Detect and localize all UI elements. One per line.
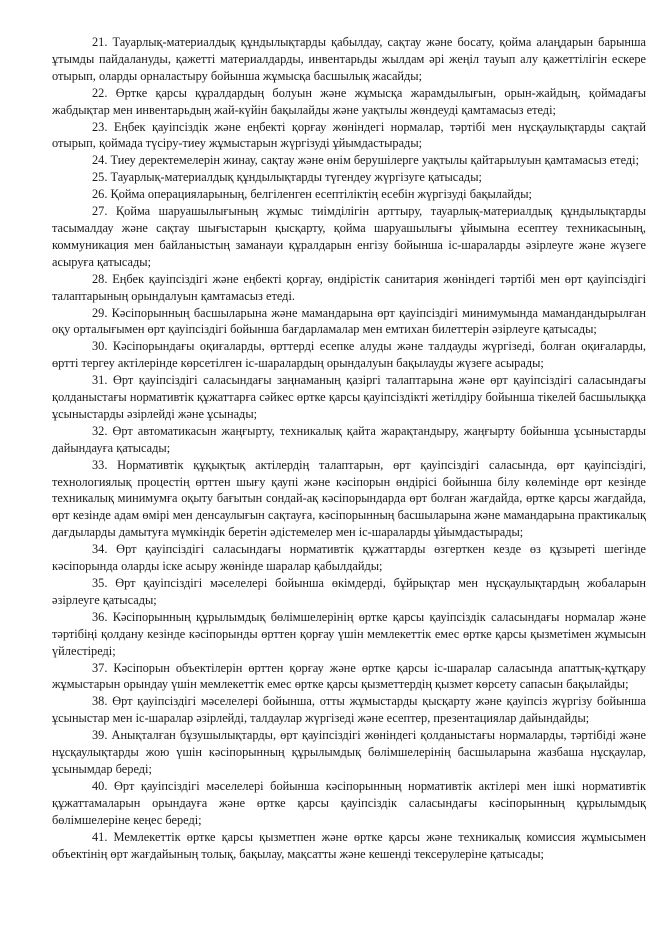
paragraph-item-38: 38. Өрт қауіпсіздігі мәселелері бойынша, отты жұмыстарды қысқарту және қауіпсіз жүргізу бойынша ұсыныстар мен іс-шаралар әзірлейді, талдаулар жүргізеді және есептер, презентациялар дайындайды; [52,694,646,726]
paragraph-item-23: 23. Еңбек қауіпсіздік және еңбекті қорғау жөніндегі нормалар, тәртібі мен нұсқаулықтарды сақтай отырып, қоймада түсіру-тиеу жұмыстарын жүргізуді ұйымдастырады; [52,119,646,151]
paragraph-item-40: 40. Өрт қауіпсіздігі мәселелері бойынша кәсіпорынның нормативтік актілері мен ішкі нормативтік құжаттамаларын орындауға және өртке қарсы қауіпсіздік саласындағы кәсіпорынның құрылымдық бөлімшелеріне кеңес береді; [52,778,646,827]
paragraph-item-29: 29. Кәсіпорынның басшыларына және мамандарына өрт қауіпсіздігі минимумында мамандандырылған оқу орталығымен өрт қауіпсіздігі бойынша бағдарламалар мен емтихан билеттерін әзірлеуге қатысады; [52,305,646,337]
paragraph-item-32: 32. Өрт автоматикасын жаңғырту, техникалық қайта жарақтандыру, жаңғырту бойынша ұсыныстарды дайындауға қатысады; [52,423,646,455]
paragraph-item-21: 21. Тауарлық-материалдық құндылықтарды қабылдау, сақтау және босату, қойма алаңдарын барынша ұтымды пайдалануды, қажетті материалдарды, инвентарьды жылдам әрі жеңіл тауып алу қажеттілігін ескере отырып, оларды орналастыру бойынша жұмысқа басшылық жасайды; [52,35,646,83]
paragraph-item-28: 28. Еңбек қауіпсіздігі және еңбекті қорғау, өндірістік санитария жөніндегі тәртібі мен өрт қауіпсіздігі талаптарының орындалуын қамтамасыз етеді. [52,271,646,303]
paragraph-item-25: 25. Тауарлық-материалдық құндылықтарды түгендеу жүргізуге қатысады; [92,170,482,185]
paragraph-item-34: 34. Өрт қауіпсіздігі саласындағы нормативтік құжаттарды өзгерткен кезде өз құзыреті шегінде кәсіпорында оларды іске асыру жөнінде шаралар қабылдайды; [52,542,646,574]
paragraph-item-33: 33. Нормативтік құқықтық актілердің талаптарын, өрт қауіпсіздігі саласында, өрт қауіпсіздігі, технологиялық процестің өрттен шығу қаупі және кәсіпорын өндірісі бойынша білу көлемінде өрт кезінде техникалық минимумға оқыту бағытын сондай-ақ кәсіпорындарда өрт болған жағдайда, өртке қарсы жағдайда, өрт кезінде адам өмірі мен денсаулығын сақтауға, кәсіпорынның басшыларына және мамандарына практикалық дағдыларды дамытуға мүмкіндік беретін әдістемелер мен іс-шараларды ұйымдастырады; [52,457,646,540]
paragraph-item-35: 35. Өрт қауіпсіздігі мәселелері бойынша өкімдерді, бұйрықтар мен нұсқаулықтардың жобаларын әзірлеуге қатысады; [52,576,646,607]
paragraph-item-27: 27. Қойма шаруашылығының жұмыс тиімділігін арттыру, тауарлық-материалдық құндылықтарды тасымалдау және сақтау шығыстарын қысқарту, қойма шаруашылығы ұйымына есептеу техникасының, коммуникация мен байланыстың заманауи құралдарын енгізу бойынша іс-шараларды әзірлеуге және жүзеге асыруға қатысады; [52,204,646,269]
paragraph-item-31: 31. Өрт қауіпсіздігі саласындағы заңнаманың қазіргі талаптарына және өрт қауіпсіздігі саласындағы қолданыстағы нормативтік құжаттарға сәйкес өртке қарсы қауіпсіздікті жетілдіру бойынша тікелей басшылыққа ұсыныстарды әзірлейді және ұсынады; [52,373,646,421]
paragraph-item-26: 26. Қойма операцияларының, белгіленген есептіліктің есебін жүргізуді бақылайды; [92,187,532,202]
document-page [52,34,646,862]
paragraph-item-39: 39. Анықталған бұзушылықтарды, өрт қауіпсіздігі жөніндегі қолданыстағы нормаларды, тәртібіді және нұсқаулықтарды жою үшін кәсіпорынның құрылымдық бөлімшелерінің басшыларына жазбаша нұсқаулар, ұсынымдар береді; [52,728,646,776]
paragraph-item-37: 37. Кәсіпорын объектілерін өрттен қорғау және өртке қарсы іс-шаралар саласында апаттық-құтқару жұмыстарын орындау үшін мемлекеттік емес өртке қарсы қызметтердің қызмет көрсету сапасын бақылайды; [52,660,646,692]
paragraph-item-36: 36. Кәсіпорынның құрылымдық бөлімшелерінің өртке қарсы қауіпсіздік саласындағы нормалар және тәртібіңі қолдану кезінде кәсіпорынды өрттен қорғау үшін мемлекеттік емес өртке қарсы қызметімен жұмысын үйлестіреді; [52,609,646,658]
paragraph-item-41: 41. Мемлекеттік өртке қарсы қызметпен және өртке қарсы және техникалық комиссия жұмысымен объектінің өрт жағдайының толық, бақылау, мақсатты және кешенді тексерулеріне қатысады; [52,829,646,861]
paragraph-item-24: 24. Тиеу деректемелерін жинау, сақтау және өнім берушілерге уақтылы қайтарылуын қамтамасыз етеді; [92,153,640,168]
paragraph-item-30: 30. Кәсіпорындағы оқиғаларды, өрттерді есепке алуды және талдауды жүргізеді, болған оқиғаларды, өртті тергеу актілерінде көрсетілген іс-шаралардың орындалуын бақылауды жүзеге асырады; [52,339,646,371]
paragraph-item-22: 22. Өртке қарсы құралдардың болуын және жұмысқа жарамдылығын, орын-жайдың, қоймадағы жабдықтар мен инвентарьдың жай-күйін бақылайды және уақтылы жөндеуді қамтамасыз етеді; [52,85,646,117]
